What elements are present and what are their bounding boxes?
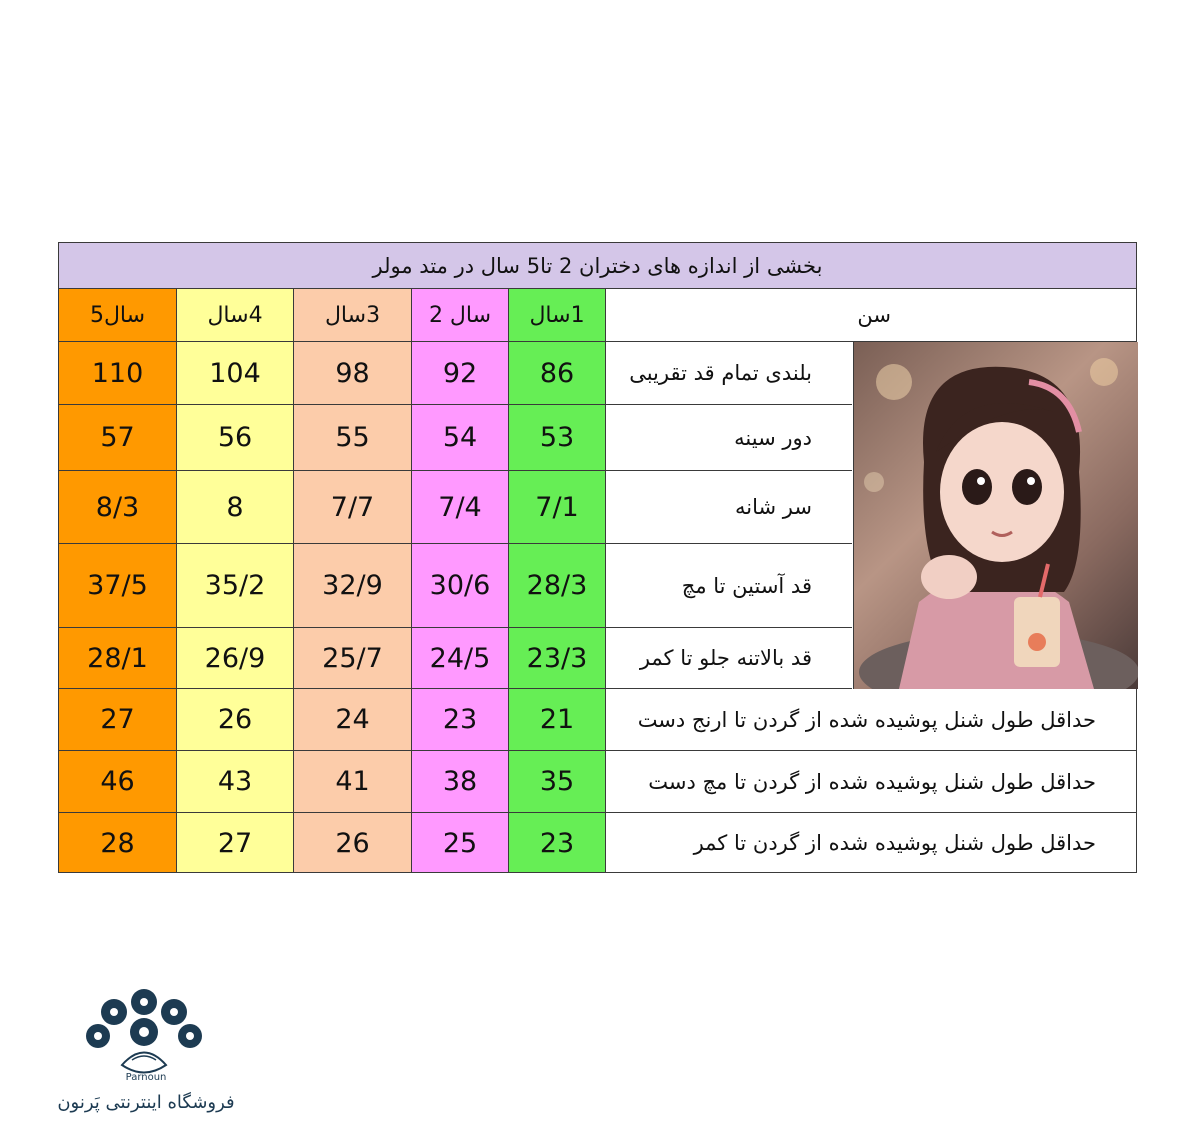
row-label: دور سینه	[734, 425, 812, 450]
row-label: قد آستین تا مچ	[681, 573, 812, 598]
size-value-cell: 53	[509, 405, 605, 471]
size-value-cell: 24/5	[412, 628, 508, 689]
size-value-cell: 28/3	[509, 544, 605, 628]
row-label: بلندی تمام قد تقریبی	[629, 361, 812, 385]
logo-latin-text: Parnoun	[125, 1072, 167, 1083]
size-value-cell: 57	[59, 405, 176, 471]
row-label-cell	[606, 689, 1136, 751]
row-label: حداقل طول شنل پوشیده شده از گردن تا ارنج دست	[637, 707, 1096, 732]
size-value-cell: 21	[509, 689, 605, 751]
size-value-cell: 37/5	[59, 544, 176, 628]
row-header-label: سن	[857, 303, 891, 327]
size-value-cell: 23/3	[509, 628, 605, 689]
size-value-cell: 43	[177, 751, 293, 813]
size-value-cell: 110	[59, 342, 176, 405]
column-header: 1سال	[509, 289, 605, 342]
size-value-cell: 28/1	[59, 628, 176, 689]
size-value-cell: 46	[59, 751, 176, 813]
row-header-cell	[606, 289, 1136, 342]
size-value-cell: 86	[509, 342, 605, 405]
size-value-cell: 23	[412, 689, 508, 751]
row-label-column	[606, 289, 1136, 872]
row-label-cell	[606, 544, 852, 628]
size-value-cell: 27	[59, 689, 176, 751]
size-value-cell: 27	[217, 827, 253, 859]
row-label-cell	[606, 405, 852, 471]
size-value-cell: 54	[412, 405, 508, 471]
size-value-cell: 28	[100, 827, 135, 859]
size-value-cell: 26	[177, 689, 293, 751]
row-label: حداقل طول شنل پوشیده شده از گردن تا مچ دست	[648, 769, 1096, 794]
row-label: حداقل طول شنل پوشیده شده از گردن تا کمر	[693, 831, 1096, 855]
size-value-cell: 7/7	[294, 471, 411, 544]
row-label-cell	[606, 342, 852, 405]
size-value-cell: 8	[177, 471, 293, 544]
size-value-cell: 30/6	[412, 544, 508, 628]
girl-photo	[853, 342, 1138, 689]
size-value-cell: 23	[539, 827, 575, 859]
size-value-cell: 26	[335, 827, 370, 859]
size-value-cell: 25	[442, 827, 478, 859]
size-column-4	[412, 289, 509, 872]
size-value-cell: 104	[177, 342, 293, 405]
row-label-cell	[606, 813, 1136, 873]
size-value-cell: 24	[294, 689, 411, 751]
store-name: فروشگاه اینترنتی پَرنون	[57, 1092, 235, 1113]
size-column-1	[59, 289, 177, 872]
size-value-cell: 7/1	[509, 471, 605, 544]
size-chart-table	[58, 242, 1137, 873]
size-value-cell: 8/3	[59, 471, 176, 544]
column-header: سال5	[59, 289, 176, 342]
row-label-cell	[606, 751, 1136, 813]
row-label-cell	[606, 628, 852, 689]
size-value-cell: 32/9	[294, 544, 411, 628]
size-value-cell: 26/9	[177, 628, 293, 689]
row-label-cell	[606, 471, 852, 544]
size-value-cell: 56	[177, 405, 293, 471]
row-label: قد بالاتنه جلو تا کمر	[639, 646, 812, 670]
size-value-cell: 38	[412, 751, 508, 813]
size-value-cell: 55	[294, 405, 411, 471]
size-value-cell: 41	[294, 751, 411, 813]
size-column-3	[294, 289, 412, 872]
size-value-cell: 35	[509, 751, 605, 813]
size-column-2	[177, 289, 294, 872]
size-value-cell: 92	[412, 342, 508, 405]
column-header: 3سال	[294, 289, 411, 342]
size-value-cell: 25/7	[294, 628, 411, 689]
size-value-cell: 98	[294, 342, 411, 405]
size-value-cell: 7/4	[412, 471, 508, 544]
size-column-5	[509, 289, 606, 872]
column-header: 4سال	[177, 289, 293, 342]
size-value-cell: 35/2	[177, 544, 293, 628]
row-label: سر شانه	[735, 495, 812, 519]
column-header: سال 2	[412, 289, 508, 342]
table-title: بخشی از اندازه های دختران 2 تا5 سال در متد مولر	[59, 243, 1136, 289]
